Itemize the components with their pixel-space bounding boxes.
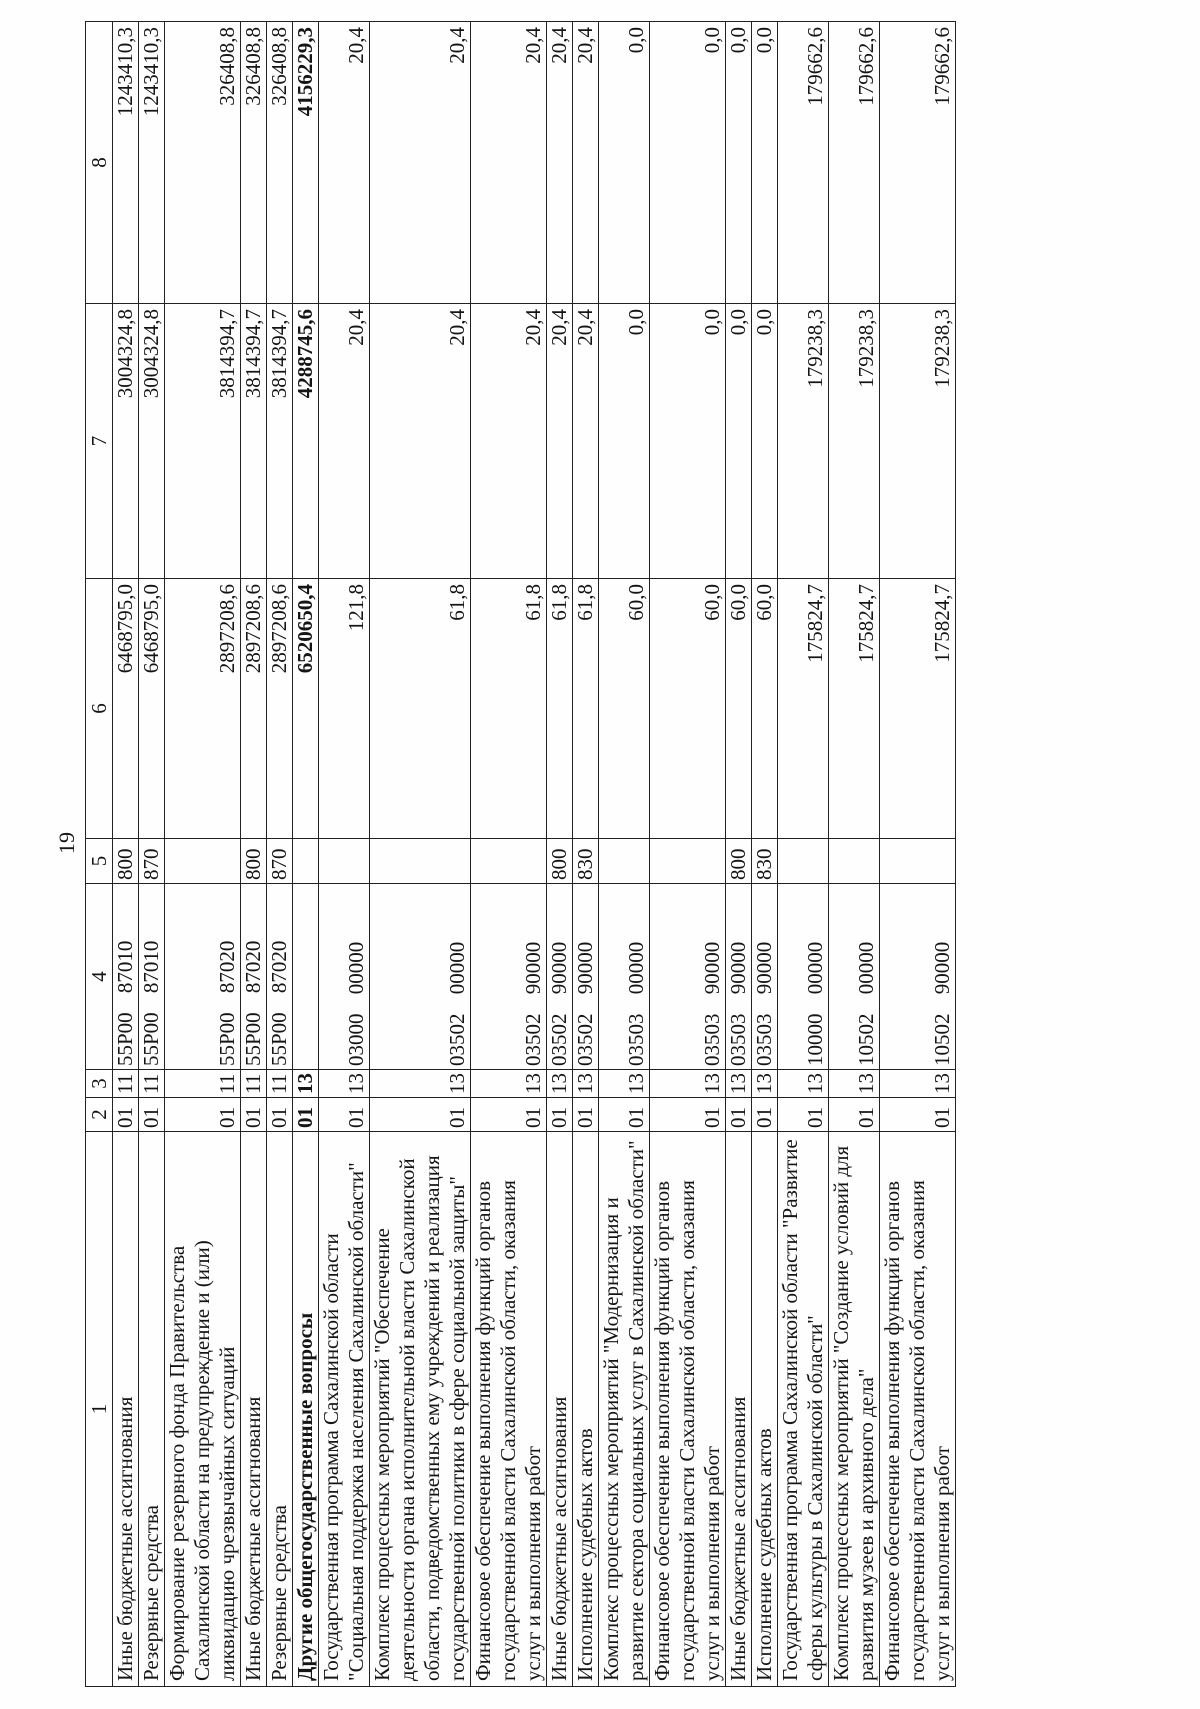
table-row xyxy=(113,22,139,1687)
table-row xyxy=(599,22,650,1687)
subsection-code: 13 xyxy=(547,1070,573,1098)
section-code: 01 xyxy=(650,1098,726,1132)
target-article-code xyxy=(293,884,319,1070)
amount-col-6: 2897208,6 xyxy=(267,579,293,839)
row-name: Исполнение судебных актов xyxy=(573,1132,599,1687)
table-row xyxy=(829,22,880,1687)
amount-col-6: 60,0 xyxy=(599,579,650,839)
amount-col-8: 179662,6 xyxy=(880,22,956,304)
amount-col-7: 20,4 xyxy=(547,304,573,579)
table-row xyxy=(370,22,471,1687)
subsection-code: 11 xyxy=(267,1070,293,1098)
target-article-code: 03503 90000 xyxy=(752,884,778,1070)
header-cell: 4 xyxy=(86,884,113,1070)
section-code: 01 xyxy=(319,1098,370,1132)
section-code: 01 xyxy=(778,1098,829,1132)
subsection-code: 13 xyxy=(752,1070,778,1098)
section-code: 01 xyxy=(267,1098,293,1132)
section-code: 01 xyxy=(471,1098,547,1132)
table-row xyxy=(778,22,829,1687)
subsection-code: 13 xyxy=(650,1070,726,1098)
budget-table xyxy=(85,21,956,1687)
target-article-code: 55Р00 87020 xyxy=(267,884,293,1070)
expense-type-code: 830 xyxy=(573,839,599,884)
target-article-code: 55Р00 87020 xyxy=(241,884,267,1070)
subsection-code: 11 xyxy=(113,1070,139,1098)
amount-col-8: 20,4 xyxy=(547,22,573,304)
expense-type-code: 870 xyxy=(267,839,293,884)
row-name: Комплекс процессных мероприятий "Обеспечение деятельности органа исполнительной власти Сахалинской области, подведомственных ему учреждений и реализация государственной политики в сфере социальной защиты" xyxy=(370,1132,471,1687)
subsection-code: 13 xyxy=(293,1070,319,1098)
amount-col-6: 121,8 xyxy=(319,579,370,839)
amount-col-7: 20,4 xyxy=(370,304,471,579)
table-row xyxy=(880,22,956,1687)
target-article-code: 03502 90000 xyxy=(573,884,599,1070)
section-code: 01 xyxy=(752,1098,778,1132)
target-article-code: 03503 90000 xyxy=(650,884,726,1070)
expense-type-code: 870 xyxy=(139,839,165,884)
table-row xyxy=(547,22,573,1687)
amount-col-8: 179662,6 xyxy=(829,22,880,304)
amount-col-7: 3004324,8 xyxy=(113,304,139,579)
header-cell: 3 xyxy=(86,1070,113,1098)
amount-col-8: 20,4 xyxy=(471,22,547,304)
section-code: 01 xyxy=(139,1098,165,1132)
table-row xyxy=(573,22,599,1687)
target-article-code: 10000 00000 xyxy=(778,884,829,1070)
section-code: 01 xyxy=(293,1098,319,1132)
amount-col-8: 20,4 xyxy=(573,22,599,304)
section-code: 01 xyxy=(165,1098,241,1132)
row-name: Финансовое обеспечение выполнения функций органов государственной власти Сахалинской области, оказания услуг и выполнения работ xyxy=(880,1132,956,1687)
expense-type-code xyxy=(829,839,880,884)
amount-col-6: 60,0 xyxy=(650,579,726,839)
header-cell: 1 xyxy=(86,1132,113,1687)
table-row xyxy=(165,22,241,1687)
expense-type-code: 800 xyxy=(241,839,267,884)
amount-col-6: 6468795,0 xyxy=(139,579,165,839)
target-article-code: 10502 00000 xyxy=(829,884,880,1070)
amount-col-8: 20,4 xyxy=(319,22,370,304)
row-name: Другие общегосударственные вопросы xyxy=(293,1132,319,1687)
header-cell: 7 xyxy=(86,304,113,579)
section-code: 01 xyxy=(880,1098,956,1132)
amount-col-6: 61,8 xyxy=(471,579,547,839)
subsection-code: 13 xyxy=(829,1070,880,1098)
amount-col-8: 0,0 xyxy=(726,22,752,304)
amount-col-8: 0,0 xyxy=(650,22,726,304)
amount-col-8: 326408,8 xyxy=(165,22,241,304)
section-code: 01 xyxy=(829,1098,880,1132)
table-row xyxy=(319,22,370,1687)
header-cell: 2 xyxy=(86,1098,113,1132)
expense-type-code: 800 xyxy=(726,839,752,884)
target-article-code: 03502 90000 xyxy=(547,884,573,1070)
expense-type-code xyxy=(599,839,650,884)
table-row xyxy=(139,22,165,1687)
amount-col-6: 6468795,0 xyxy=(113,579,139,839)
table-row xyxy=(241,22,267,1687)
table-row xyxy=(752,22,778,1687)
row-name: Иные бюджетные ассигнования xyxy=(113,1132,139,1687)
table-row xyxy=(293,22,319,1687)
amount-col-6: 60,0 xyxy=(752,579,778,839)
subsection-code: 13 xyxy=(573,1070,599,1098)
amount-col-8: 0,0 xyxy=(752,22,778,304)
amount-col-8: 326408,8 xyxy=(241,22,267,304)
amount-col-7: 179238,3 xyxy=(778,304,829,579)
expense-type-code xyxy=(880,839,956,884)
section-code: 01 xyxy=(573,1098,599,1132)
amount-col-6: 61,8 xyxy=(573,579,599,839)
section-code: 01 xyxy=(599,1098,650,1132)
amount-col-7: 0,0 xyxy=(726,304,752,579)
amount-col-8: 0,0 xyxy=(599,22,650,304)
section-code: 01 xyxy=(370,1098,471,1132)
expense-type-code xyxy=(293,839,319,884)
amount-col-7: 0,0 xyxy=(650,304,726,579)
row-name: Иные бюджетные ассигнования xyxy=(241,1132,267,1687)
target-article-code: 55Р00 87010 xyxy=(113,884,139,1070)
amount-col-7: 20,4 xyxy=(573,304,599,579)
target-article-code: 10502 90000 xyxy=(880,884,956,1070)
subsection-code: 13 xyxy=(726,1070,752,1098)
amount-col-6: 175824,7 xyxy=(829,579,880,839)
expense-type-code xyxy=(778,839,829,884)
table-row xyxy=(267,22,293,1687)
target-article-code: 03502 90000 xyxy=(471,884,547,1070)
amount-col-6: 60,0 xyxy=(726,579,752,839)
expense-type-code xyxy=(471,839,547,884)
section-code: 01 xyxy=(726,1098,752,1132)
subsection-code: 11 xyxy=(241,1070,267,1098)
row-name: Резервные средства xyxy=(267,1132,293,1687)
amount-col-7: 0,0 xyxy=(752,304,778,579)
subsection-code: 11 xyxy=(165,1070,241,1098)
subsection-code: 13 xyxy=(319,1070,370,1098)
row-name: Иные бюджетные ассигнования xyxy=(726,1132,752,1687)
row-name: Финансовое обеспечение выполнения функций органов государственной власти Сахалинской области, оказания услуг и выполнения работ xyxy=(471,1132,547,1687)
amount-col-7: 3004324,8 xyxy=(139,304,165,579)
target-article-code: 03503 90000 xyxy=(726,884,752,1070)
amount-col-8: 1243410,3 xyxy=(139,22,165,304)
row-name: Резервные средства xyxy=(139,1132,165,1687)
amount-col-7: 3814394,7 xyxy=(165,304,241,579)
amount-col-7: 4288745,6 xyxy=(293,304,319,579)
amount-col-6: 175824,7 xyxy=(880,579,956,839)
subsection-code: 13 xyxy=(778,1070,829,1098)
amount-col-6: 2897208,6 xyxy=(165,579,241,839)
amount-col-7: 0,0 xyxy=(599,304,650,579)
subsection-code: 13 xyxy=(599,1070,650,1098)
amount-col-6: 2897208,6 xyxy=(241,579,267,839)
row-name: Государственная программа Сахалинской области "Социальная поддержка населения Сахалинской области" xyxy=(319,1132,370,1687)
table-row xyxy=(650,22,726,1687)
row-name: Исполнение судебных актов xyxy=(752,1132,778,1687)
expense-type-code xyxy=(165,839,241,884)
row-name: Иные бюджетные ассигнования xyxy=(547,1132,573,1687)
header-cell: 8 xyxy=(86,22,113,304)
subsection-code: 13 xyxy=(370,1070,471,1098)
expense-type-code: 800 xyxy=(113,839,139,884)
target-article-code: 55Р00 87020 xyxy=(165,884,241,1070)
subsection-code: 13 xyxy=(880,1070,956,1098)
amount-col-8: 1243410,3 xyxy=(113,22,139,304)
amount-col-7: 20,4 xyxy=(471,304,547,579)
subsection-code: 13 xyxy=(471,1070,547,1098)
amount-col-7: 3814394,7 xyxy=(267,304,293,579)
amount-col-8: 20,4 xyxy=(370,22,471,304)
target-article-code: 03000 00000 xyxy=(319,884,370,1070)
header-row xyxy=(86,22,113,1687)
amount-col-7: 20,4 xyxy=(319,304,370,579)
section-code: 01 xyxy=(113,1098,139,1132)
table-row xyxy=(471,22,547,1687)
section-code: 01 xyxy=(241,1098,267,1132)
expense-type-code xyxy=(370,839,471,884)
target-article-code: 03502 00000 xyxy=(370,884,471,1070)
section-code: 01 xyxy=(547,1098,573,1132)
target-article-code: 55Р00 87010 xyxy=(139,884,165,1070)
amount-col-6: 61,8 xyxy=(547,579,573,839)
amount-col-6: 61,8 xyxy=(370,579,471,839)
amount-col-8: 4156229,3 xyxy=(293,22,319,304)
amount-col-6: 6520650,4 xyxy=(293,579,319,839)
header-cell: 6 xyxy=(86,579,113,839)
expense-type-code xyxy=(650,839,726,884)
row-name: Финансовое обеспечение выполнения функций органов государственной власти Сахалинской области, оказания услуг и выполнения работ xyxy=(650,1132,726,1687)
amount-col-7: 179238,3 xyxy=(880,304,956,579)
table-row xyxy=(726,22,752,1687)
amount-col-7: 3814394,7 xyxy=(241,304,267,579)
expense-type-code: 800 xyxy=(547,839,573,884)
amount-col-8: 326408,8 xyxy=(267,22,293,304)
header-cell: 5 xyxy=(86,839,113,884)
row-name: Формирование резервного фонда Правительства Сахалинской области на предупреждение и (или) ликвидацию чрезвычайных ситуаций xyxy=(165,1132,241,1687)
amount-col-8: 179662,6 xyxy=(778,22,829,304)
row-name: Государственная программа Сахалинской области "Развитие сферы культуры в Сахалинской области" xyxy=(778,1132,829,1687)
page-number: 19 xyxy=(54,832,79,854)
target-article-code: 03503 00000 xyxy=(599,884,650,1070)
row-name: Комплекс процессных мероприятий "Модернизация и развитие сектора социальных услуг в Сахалинской области" xyxy=(599,1132,650,1687)
row-name: Комплекс процессных мероприятий "Создание условий для развития музеев и архивного дела" xyxy=(829,1132,880,1687)
expense-type-code xyxy=(319,839,370,884)
amount-col-7: 179238,3 xyxy=(829,304,880,579)
expense-type-code: 830 xyxy=(752,839,778,884)
amount-col-6: 175824,7 xyxy=(778,579,829,839)
subsection-code: 11 xyxy=(139,1070,165,1098)
